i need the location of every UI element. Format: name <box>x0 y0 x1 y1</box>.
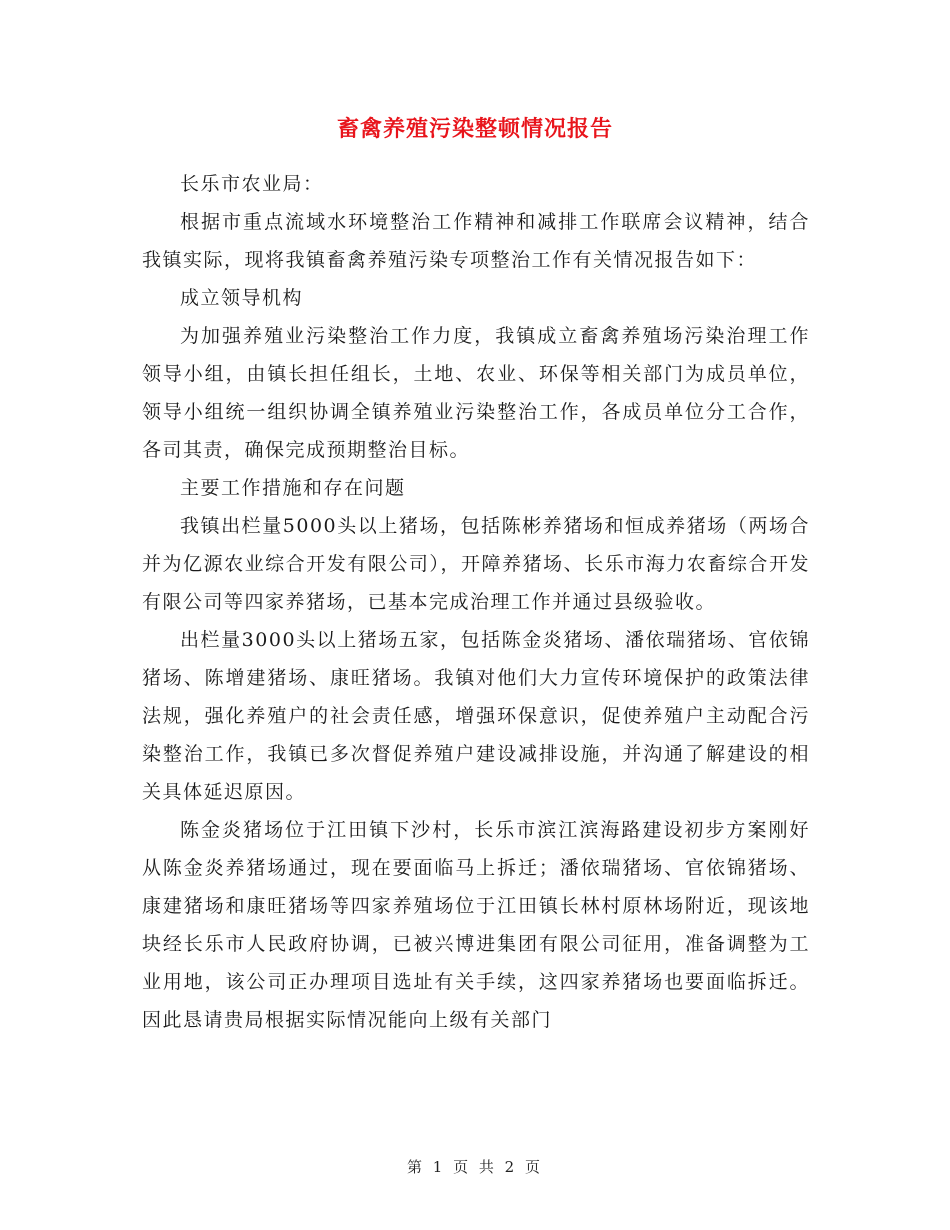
salutation: 长乐市农业局： <box>180 173 324 195</box>
intro-paragraph: 根据市重点流域水环境整治工作精神和减排工作联席会议精神，结合我镇实际，现将我镇畜禽养殖污染专项整治工作有关情况报告如下： <box>142 211 810 271</box>
section-heading-leadership: 成立领导机构 <box>180 287 304 309</box>
document-body <box>142 165 810 1039</box>
measures-paragraph-2: 出栏量3000头以上猪场五家，包括陈金炎猪场、潘依瑞猪场、官依锦猪场、陈增建猪场、康旺猪场。我镇对他们大力宣传环境保护的政策法律法规，强化养殖户的社会责任感，增强环保意识，促使养殖户主动配合污染整治工作，我镇已多次督促养殖户建设减排设施，并沟通了解建设的相关具体延迟原因。 <box>142 629 810 803</box>
page-number: 第 1 页 共 2 页 <box>407 1158 543 1176</box>
measures-paragraph-3: 陈金炎猪场位于江田镇下沙村，长乐市滨江滨海路建设初步方案刚好从陈金炎养猪场通过，现在要面临马上拆迁；潘依瑞猪场、官依锦猪场、康建猪场和康旺猪场等四家养殖场位于江田镇长林村原林场附近，现该地块经长乐市人民政府协调，已被兴博进集团有限公司征用，准备调整为工业用地，该公司正办理项目选址有关手续，这四家养猪场也要面临拆迁。因此恳请贵局根据实际情况能向上级有关部门 <box>142 819 810 1031</box>
measures-paragraph-1: 我镇出栏量5000头以上猪场，包括陈彬养猪场和恒成养猪场（两场合并为亿源农业综合开发有限公司），开障养猪场、长乐市海力农畜综合开发有限公司等四家养猪场，已基本完成治理工作并通过县级验收。 <box>142 515 810 613</box>
document-title: 畜禽养殖污染整顿情况报告 <box>336 116 613 142</box>
section-heading-measures: 主要工作措施和存在问题 <box>180 477 406 499</box>
leadership-paragraph: 为加强养殖业污染整治工作力度，我镇成立畜禽养殖场污染治理工作领导小组，由镇长担任组长，土地、农业、环保等相关部门为成员单位，领导小组统一组织协调全镇养殖业污染整治工作，各成员单位分工合作，各司其责，确保完成预期整治目标。 <box>142 325 810 461</box>
